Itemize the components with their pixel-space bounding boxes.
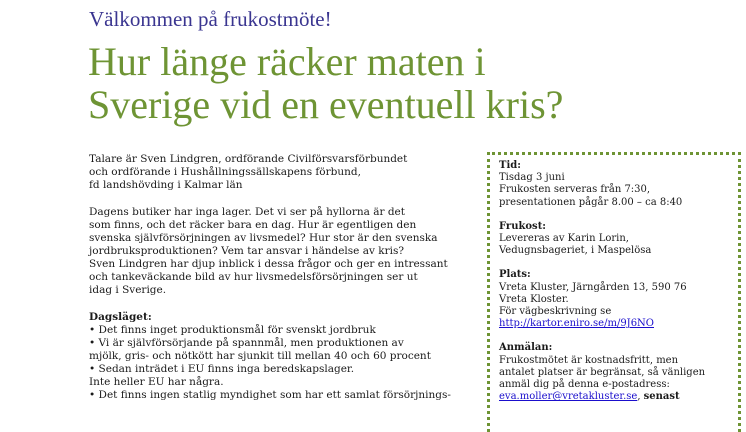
breakfast-text: Levereras av Karin Lorin, Vedugnsbageriet, i Maspelösa [499, 233, 652, 257]
situation-list [89, 324, 469, 402]
page-title [88, 40, 563, 126]
speaker-paragraph: Talare är Sven Lindgren, ordförande Civilförsvarsförbundet och ordförande i Hushållningssällskapens förbund, fd landshövding i Kalmar län [89, 153, 408, 191]
place-label: Plats: [499, 269, 531, 281]
place-text: Vreta Kluster, Järngården 13, 590 76 Vreta Kloster. För vägbeskrivning se [499, 281, 687, 318]
time-text: Tisdag 3 juni Frukosten serveras från 7:30, presentationen pågår 8.00 – ca 8:40 [499, 172, 683, 208]
title-line-2: Sverige vid en eventuell kris? [88, 82, 564, 127]
info-box [487, 152, 741, 432]
map-link[interactable]: http://kartor.eniro.se/m/9J6NO [499, 318, 654, 330]
signup-deadline: senast [643, 391, 680, 403]
event-kicker: Välkommen på frukostmöte! [89, 7, 332, 31]
time-label: Tid: [499, 160, 521, 171]
place-section [499, 269, 732, 330]
signup-label: Anmälan: [499, 342, 553, 354]
list-item: • Vi är självförsörjande på spannmål, men produktionen av mjölk, gris- och nötkött har sjunkit till mellan 40 och 60 procent [89, 337, 469, 363]
signup-text: Frukostmötet är kostnadsfritt, men antalet platser är begränsat, så vänligen anmäl dig på denna e-postadress: [499, 354, 706, 391]
time-section [499, 160, 732, 209]
signup-email-link[interactable]: eva.moller@vretakluster.se [499, 391, 638, 403]
main-column [89, 153, 469, 402]
intro-paragraph: Dagens butiker har inga lager. Det vi ser på hyllorna är det som finns, och det räcker bara en dag. Hur är egentligen den svenska självförsörjningen av livsmedel? Hur stor är den svenska jordbruksproduktionen? Vem tar ansvar i händelse av kris? Sven Lindgren har djup inblick i dessa frågor och ger en intressant och tankeväckande bild av hur livsmedelsförsörjningen ser ut idag i Sverige. [89, 206, 448, 296]
signup-section [499, 342, 732, 403]
list-item: • Det finns inget produktionsmål för svenskt jordbruk [89, 324, 469, 337]
breakfast-label: Frukost: [499, 220, 547, 232]
title-line-1: Hur länge räcker maten i [88, 39, 486, 84]
breakfast-section [499, 221, 732, 258]
signup-email-line: eva.moller@vretakluster.se, senast [499, 391, 680, 403]
situation-heading: Dagsläget: [89, 311, 152, 323]
list-item: • Det finns ingen statlig myndighet som har ett samlat försörjnings- [89, 389, 469, 402]
list-item: • Sedan inträdet i EU finns inga beredskapslager. Inte heller EU har några. [89, 363, 469, 389]
